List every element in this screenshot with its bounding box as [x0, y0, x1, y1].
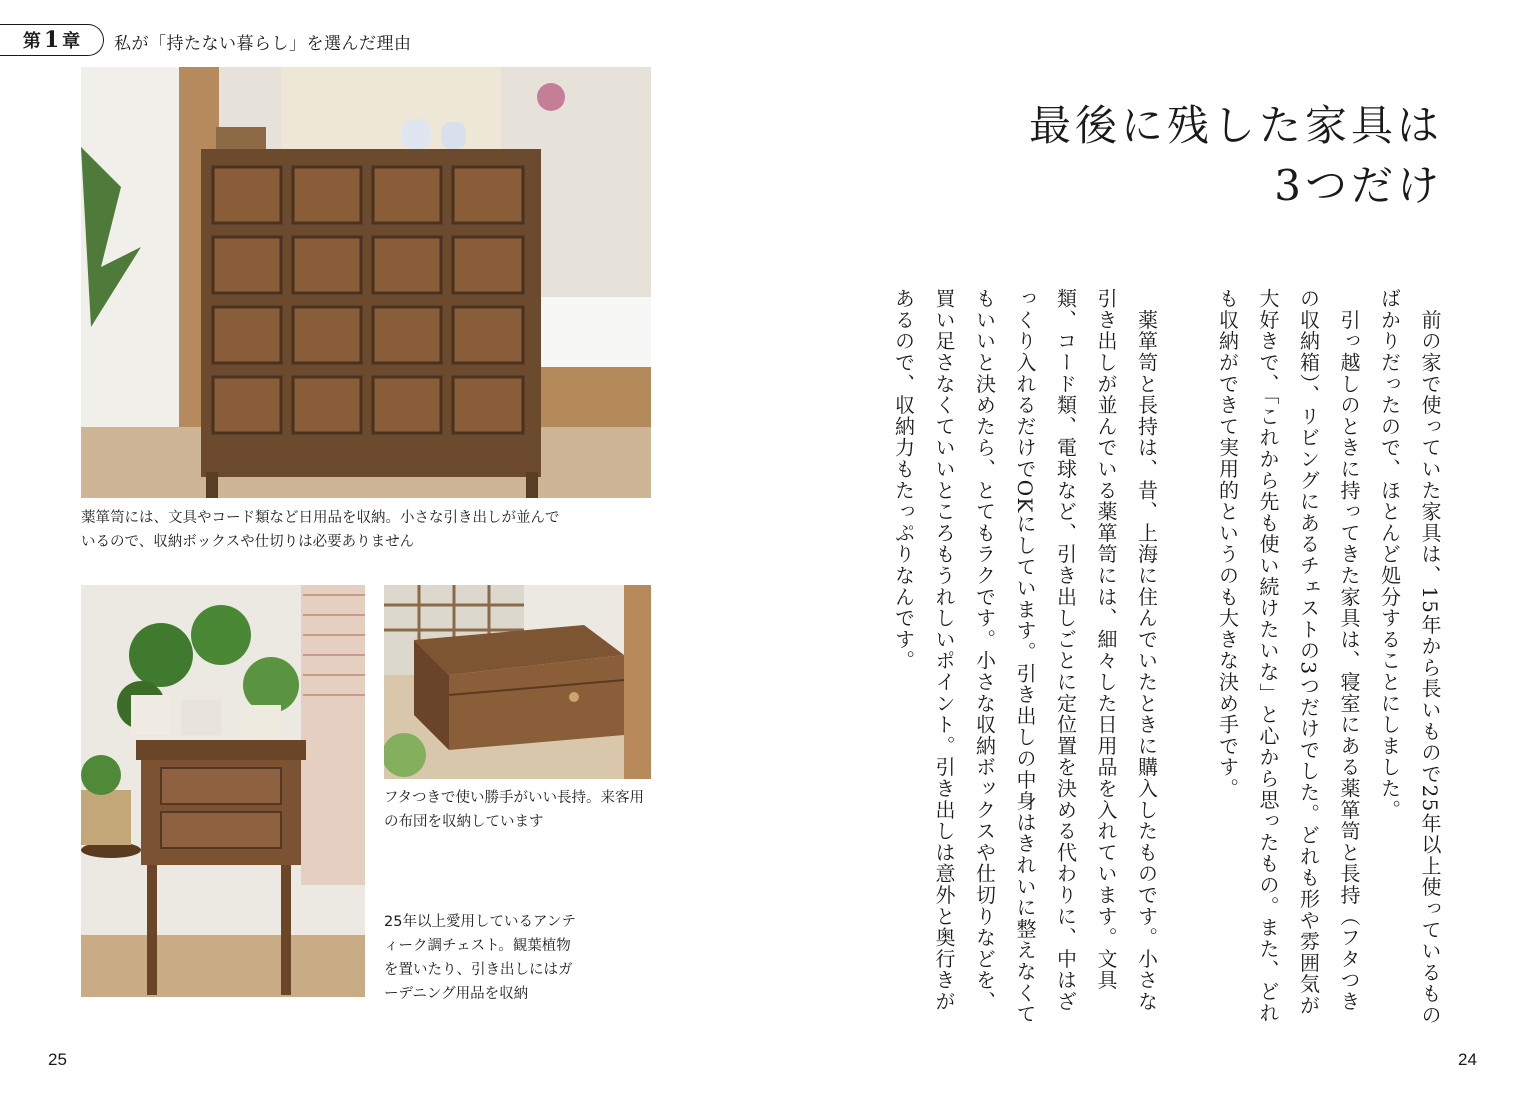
- long-chest-caption: フタつきで使い勝手がいい長持。来客用の布団を収納しています: [384, 790, 644, 830]
- chapter-title: 私が「持たない暮らし」を選んだ理由: [114, 34, 412, 54]
- headline-line-1: 最後に残した家具は: [1028, 101, 1443, 150]
- chapter-prefix: 第: [22, 31, 41, 52]
- antique-chest-caption: 25年以上愛用しているアンティーク調チェスト。観葉植物を置いたり、引き出しにはガーデニング用品を収納: [384, 914, 576, 1002]
- drawer-chest-photo: [81, 67, 651, 498]
- body-text: 前の家で使っていた家具は、15年から長いもので25年以上使っているものばかりだったので、ほとんど処分することにしました。 引っ越しのときに持ってきた家具は、寝室にある薬箪笥と長持（フタつきの収納箱）、リビングにあるチェストの3つだけでした。どれも形や雰囲気が大好きで、「これから先も使い続けたいな」と心から思ったもの。また、どれも収納ができて実用的というのも大きな決め手です。 薬箪笥と長持は、昔、上海に住んでいたときに購入したものです。小さな引き出しが並んでいる薬箪笥には、細々した日用品を入れています。文具類、コード類、電球など、引き出しごとに定位置を決める代わりに、中はざっくり入れるだけでOKにしています。引き出しの中身はきれいに整えなくてもいいと決めたら、とてもラクです。小さな収納ボックスや仕切りなどを、買い足さなくていいところもうれしいポイント。引き出しは意外と奥行きがあるので、収納力もたっぷりなんです。: [891, 288, 1442, 1026]
- drawer-chest-caption: 薬箪笥には、文具やコード類など日用品を収納。小さな引き出しが並んでいるので、収納ボックスや仕切りは必要ありません: [81, 510, 560, 550]
- chapter-number: 1: [43, 27, 60, 53]
- chapter-badge: [0, 24, 104, 56]
- page-number-right: 24: [1458, 1050, 1477, 1069]
- chapter-suffix: 章: [62, 31, 81, 52]
- page-number-left: 25: [48, 1050, 67, 1069]
- headline: [1029, 96, 1443, 216]
- headline-line-2: 3つだけ: [1274, 161, 1443, 210]
- antique-chest-photo: [81, 585, 365, 997]
- long-chest-photo: [384, 585, 651, 779]
